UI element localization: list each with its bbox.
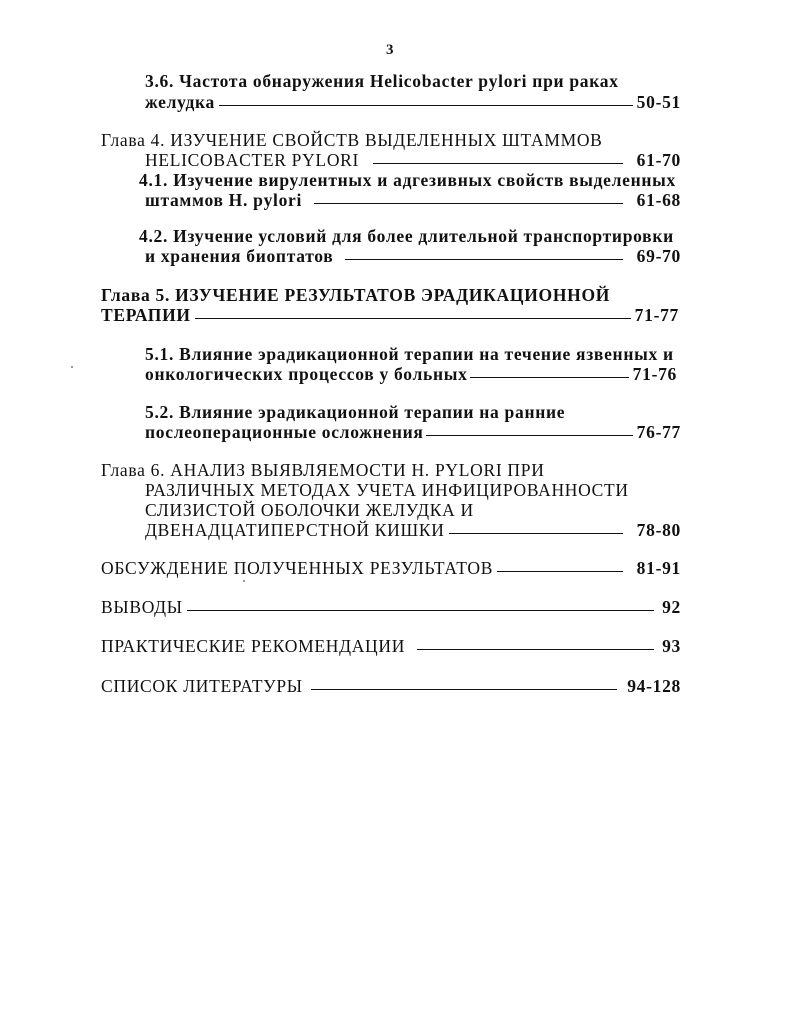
toc-3-6-line1: 3.6. Частота обнаружения Helicobacter pylori при раках [145,71,619,91]
toc-references-pages: 94-128 [627,676,681,696]
scan-speck [243,580,245,582]
toc-ch4-row [145,150,681,170]
leader-line [373,163,623,164]
leader-line [417,649,654,650]
leader-line [187,610,654,611]
toc-discussion-label: ОБСУЖДЕНИЕ ПОЛУЧЕННЫХ РЕЗУЛЬТАТОВ [101,558,494,578]
toc-ch4-line1: Глава 4. ИЗУЧЕНИЕ СВОЙСТВ ВЫДЕЛЕННЫХ ШТАММОВ [101,130,603,150]
toc-4-2-pages: 69-70 [636,246,681,266]
toc-5-1-line1: 5.1. Влияние эрадикационной терапии на течение язвенных и [145,344,674,364]
toc-discussion-row [101,558,681,578]
toc-conclusions-row [101,597,681,617]
leader-line [345,259,622,260]
toc-3-6-row [145,92,681,112]
toc-4-2-row [145,246,681,266]
toc-ch5-pages: 71-77 [634,305,679,325]
toc-references-row [101,676,681,696]
toc-references-label: СПИСОК ЛИТЕРАТУРЫ [101,676,303,696]
toc-4-2-line2: и хранения биоптатов [145,246,334,266]
toc-5-1-row [145,364,677,384]
toc-5-2-line2: послеоперационные осложнения [145,422,424,442]
toc-ch5-line1: Глава 5. ИЗУЧЕНИЕ РЕЗУЛЬТАТОВ ЭРАДИКАЦИОННОЙ [101,285,611,305]
leader-line [195,318,631,319]
toc-ch6-pages: 78-80 [636,520,681,540]
leader-line [426,435,633,436]
toc-5-1-line2: онкологических процессов у больных [145,364,468,384]
toc-ch6-line4: ДВЕНАДЦАТИПЕРСТНОЙ КИШКИ [145,520,445,540]
toc-4-1-pages: 61-68 [636,190,681,210]
toc-3-6-line2: желудка [145,92,216,112]
toc-ch6-line3: СЛИЗИСТОЙ ОБОЛОЧКИ ЖЕЛУДКА И [145,500,474,520]
leader-line [497,571,623,572]
toc-recommendations-row [101,636,681,656]
toc-recommendations-label: ПРАКТИЧЕСКИЕ РЕКОМЕНДАЦИИ [101,636,406,656]
toc-ch5-line2: ТЕРАПИИ [101,305,191,325]
toc-ch4-line2: HELICOBACTER PYLORI [145,150,360,170]
toc-4-1-row [145,190,681,210]
toc-3-6-pages: 50-51 [636,92,681,112]
toc-conclusions-label: ВЫВОДЫ [101,597,183,617]
toc-recommendations-pages: 93 [662,636,681,656]
page-number: 3 [386,42,394,58]
toc-ch6-line2: РАЗЛИЧНЫХ МЕТОДАХ УЧЕТА ИНФИЦИРОВАННОСТИ [145,480,629,500]
leader-line [314,203,623,204]
toc-ch4-pages: 61-70 [636,150,681,170]
toc-ch6-line1: Глава 6. АНАЛИЗ ВЫЯВЛЯЕМОСТИ H. PYLORI ПРИ [101,460,545,480]
scan-speck [71,366,73,368]
toc-5-2-row [145,422,681,442]
toc-4-1-line1: 4.1. Изучение вирулентных и адгезивных свойств выделенных [139,170,676,190]
leader-line [219,105,633,106]
toc-4-2-line1: 4.2. Изучение условий для более длительной транспортировки [139,226,674,246]
toc-5-1-pages: 71-76 [632,364,677,384]
toc-5-2-pages: 76-77 [636,422,681,442]
toc-5-2-line1: 5.2. Влияние эрадикационной терапии на ранние [145,402,566,422]
leader-line [311,689,617,690]
leader-line [470,377,629,378]
toc-conclusions-pages: 92 [662,597,681,617]
leader-line [449,533,623,534]
toc-ch6-row [145,520,681,540]
toc-ch5-row [101,305,679,325]
toc-4-1-line2: штаммов H. pylori [145,190,303,210]
toc-discussion-pages: 81-91 [636,558,681,578]
